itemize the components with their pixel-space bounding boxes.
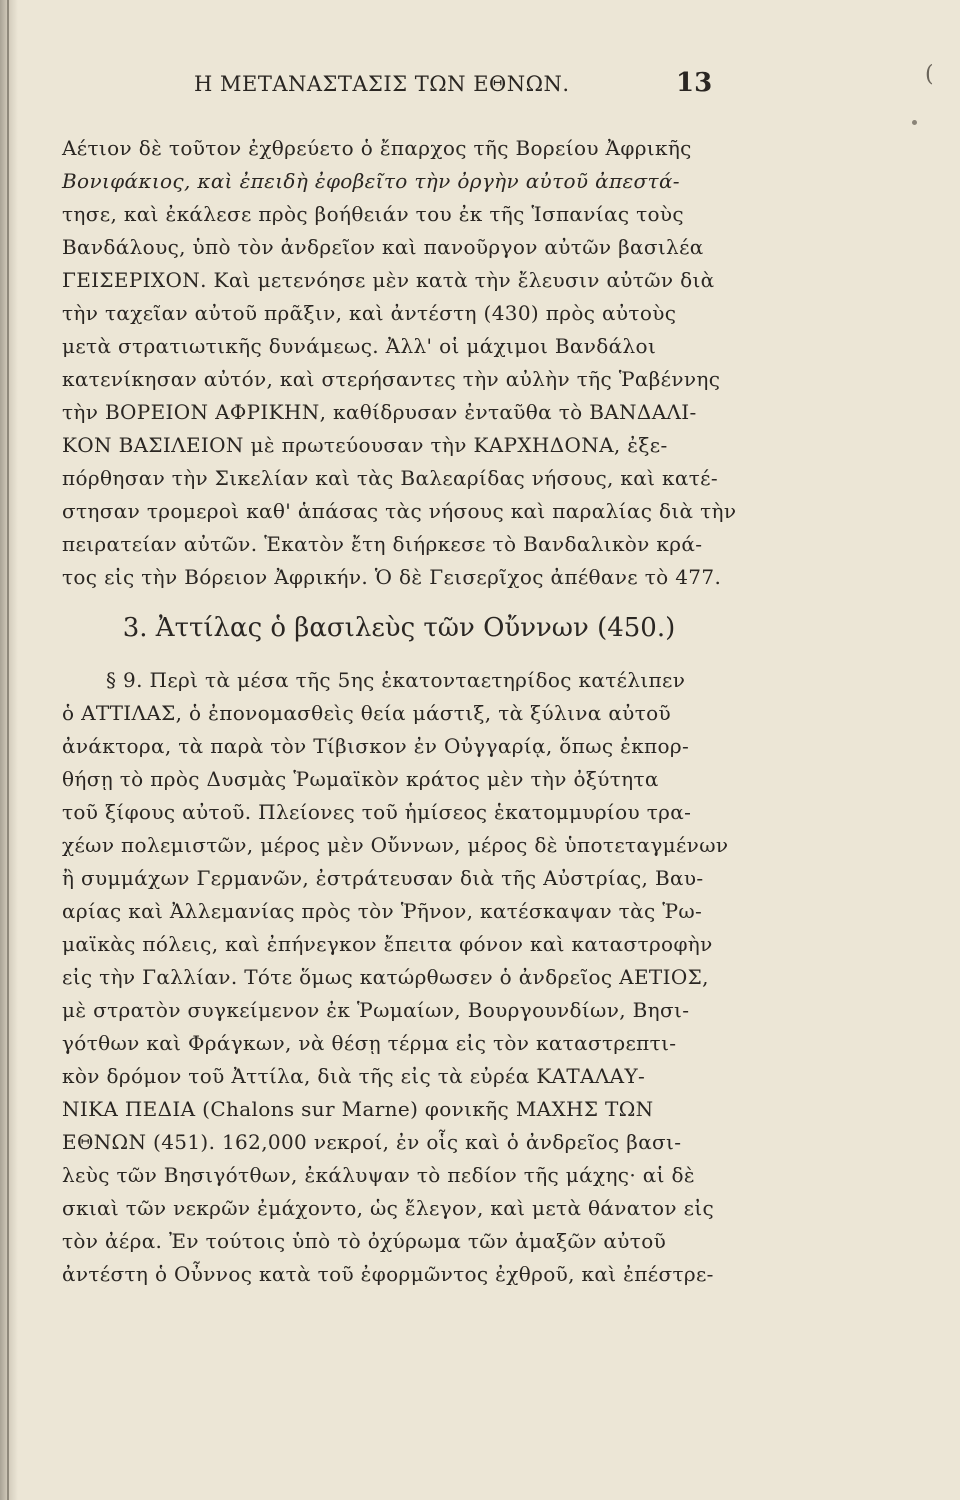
text-line: ΕΘΝΩΝ (451). 162,000 νεκροί, ἐν οἷς καὶ ὁ ἀνδρεῖος βασι- bbox=[62, 1130, 682, 1154]
text-line: κὸν δρόμον τοῦ Ἀττίλα, διὰ τῆς εἰς τὰ εὐρέα ΚΑΤΑΛΑΥ- bbox=[62, 1064, 646, 1088]
paragraph-1 bbox=[62, 132, 736, 594]
text-line: πόρθησαν τὴν Σικελίαν καὶ τὰς Βαλεαρίδας νήσους, καὶ κατέ- bbox=[62, 466, 718, 490]
text-line: τησε, καὶ ἐκάλεσε πρὸς βοήθειάν του ἐκ τῆς Ἱσπανίας τοὺς bbox=[62, 202, 684, 226]
text-line: Αέτιον δὲ τοῦτον ἐχθρεύετο ὁ ἔπαρχος τῆς Βορείου Ἀφρικῆς bbox=[62, 136, 692, 160]
text-line: λεὺς τῶν Βησιγότθων, ἐκάλυψαν τὸ πεδίον τῆς μάχης· αἱ δὲ bbox=[62, 1163, 695, 1187]
text-line: χέων πολεμιστῶν, μέρος μὲν Οὔννων, μέρος δὲ ὑποτεταγμένων bbox=[62, 833, 729, 857]
text-line: ὁ ΑΤΤΙΛΑΣ, ὁ ἐπονομασθεὶς θεία μάστιξ, τὰ ξύλινα αὐτοῦ bbox=[62, 701, 672, 725]
text-line: ἢ συμμάχων Γερμανῶν, ἐστράτευσαν διὰ τῆς Αὐστρίας, Βαυ- bbox=[62, 866, 704, 890]
text-line: σκιαὶ τῶν νεκρῶν ἐμάχοντο, ὡς ἔλεγον, καὶ μετὰ θάνατον εἰς bbox=[62, 1196, 715, 1220]
text-line: τὸν ἀέρα. Ἐν τούτοις ὑπὸ τὸ ὀχύρωμα τῶν ἁμαξῶν αὐτοῦ bbox=[62, 1229, 667, 1253]
text-line: θήσῃ τὸ πρὸς Δυσμὰς Ῥωμαϊκὸν κράτος μὲν τὴν ὀξύτητα bbox=[62, 767, 659, 791]
body-text bbox=[62, 132, 736, 1291]
text-line: § 9. Περὶ τὰ μέσα τῆς 5ης ἑκατονταετηρίδος κατέλιπεν bbox=[106, 668, 686, 692]
text-line: μετὰ στρατιωτικῆς δυνάμεως. Ἀλλ' οἱ μάχιμοι Βανδάλοι bbox=[62, 334, 657, 358]
ink-spot bbox=[912, 120, 917, 125]
text-line: μὲ στρατὸν συγκείμενον ἐκ Ῥωμαίων, Βουργουνδίων, Βησι- bbox=[62, 998, 690, 1022]
text-line: ἀνάκτορα, τὰ παρὰ τὸν Τίβισκον ἐν Οὐγγαρίᾳ, ὅπως ἐκπορ- bbox=[62, 734, 690, 758]
text-line: αρίας καὶ Ἀλλεμανίας πρὸς τὸν Ῥῆνον, κατέσκαψαν τὰς Ῥω- bbox=[62, 899, 703, 923]
margin-mark: ( bbox=[925, 62, 934, 87]
text-line: Βανδάλους, ὑπὸ τὸν ἀνδρεῖον καὶ πανοῦργον αὐτῶν βασιλέα bbox=[62, 235, 704, 259]
text-line: εἰς τὴν Γαλλίαν. Τότε ὅμως κατώρθωσεν ὁ ἀνδρεῖος ΑΕΤΙΟΣ, bbox=[62, 965, 709, 989]
text-line: τος εἰς τὴν Βόρειον Ἀφρικήν. Ὁ δὲ Γεισερῖχος ἀπέθανε τὸ 477. bbox=[62, 565, 722, 589]
text-line: ΓΕΙΣΕΡΙΧΟΝ. Καὶ μετενόησε μὲν κατὰ τὴν ἔλευσιν αὐτῶν διὰ bbox=[62, 268, 715, 292]
running-head: Η ΜΕΤΑΝΑΣΤΑΣΙΣ ΤΩΝ ΕΘΝΩΝ. bbox=[194, 72, 570, 96]
page-header bbox=[96, 68, 716, 108]
text-line: Βονιφάκιος, καὶ ἐπειδὴ ἐφοβεῖτο τὴν ὀργὴν αὐτοῦ ἀπεστά- bbox=[62, 169, 680, 193]
text-line: κατενίκησαν αὐτόν, καὶ στερήσαντες τὴν αὐλὴν τῆς Ῥαβέννης bbox=[62, 367, 721, 391]
text-line: ΝΙΚΑ ΠΕΔΙΑ (Chalons sur Marne) φονικῆς ΜΑΧΗΣ ΤΩΝ bbox=[62, 1097, 654, 1121]
text-line: στησαν τρομεροὶ καθ' ἁπάσας τὰς νήσους καὶ παραλίας διὰ τὴν bbox=[62, 499, 737, 523]
page-number: 13 bbox=[676, 68, 713, 98]
text-line: μαϊκὰς πόλεις, καὶ ἐπήνεγκον ἔπειτα φόνον καὶ καταστροφὴν bbox=[62, 932, 713, 956]
text-line: τοῦ ξίφους αὐτοῦ. Πλείονες τοῦ ἡμίσεος ἑκατομμυρίου τρα- bbox=[62, 800, 692, 824]
text-line: γότθων καὶ Φράγκων, νὰ θέσῃ τέρμα εἰς τὸν καταστρεπτι- bbox=[62, 1031, 677, 1055]
page-binding-edge bbox=[0, 0, 18, 1500]
text-line: τὴν ταχεῖαν αὐτοῦ πρᾶξιν, καὶ ἀντέστη (430) πρὸς αὐτοὺς bbox=[62, 301, 677, 325]
paragraph-2 bbox=[62, 664, 736, 1291]
text-line: τὴν ΒΟΡΕΙΟΝ ΑΦΡΙΚΗΝ, καθίδρυσαν ἐνταῦθα τὸ ΒΑΝΔΑΛΙ- bbox=[62, 400, 697, 424]
text-line: ΚΟΝ ΒΑΣΙΛΕΙΟΝ μὲ πρωτεύουσαν τὴν ΚΑΡΧΗΔΟΝΑ, ἐξε- bbox=[62, 433, 668, 457]
section-heading: 3. Ἀττίλας ὁ βασιλεὺς τῶν Οὔννων (450.) bbox=[122, 613, 676, 643]
text-line: πειρατείαν αὐτῶν. Ἑκατὸν ἔτη διήρκεσε τὸ Βανδαλικὸν κρά- bbox=[62, 532, 703, 556]
text-line: ἀντέστη ὁ Οὖννος κατὰ τοῦ ἐφορμῶντος ἐχθροῦ, καὶ ἐπέστρε- bbox=[62, 1262, 714, 1286]
binding-line bbox=[7, 0, 9, 1500]
